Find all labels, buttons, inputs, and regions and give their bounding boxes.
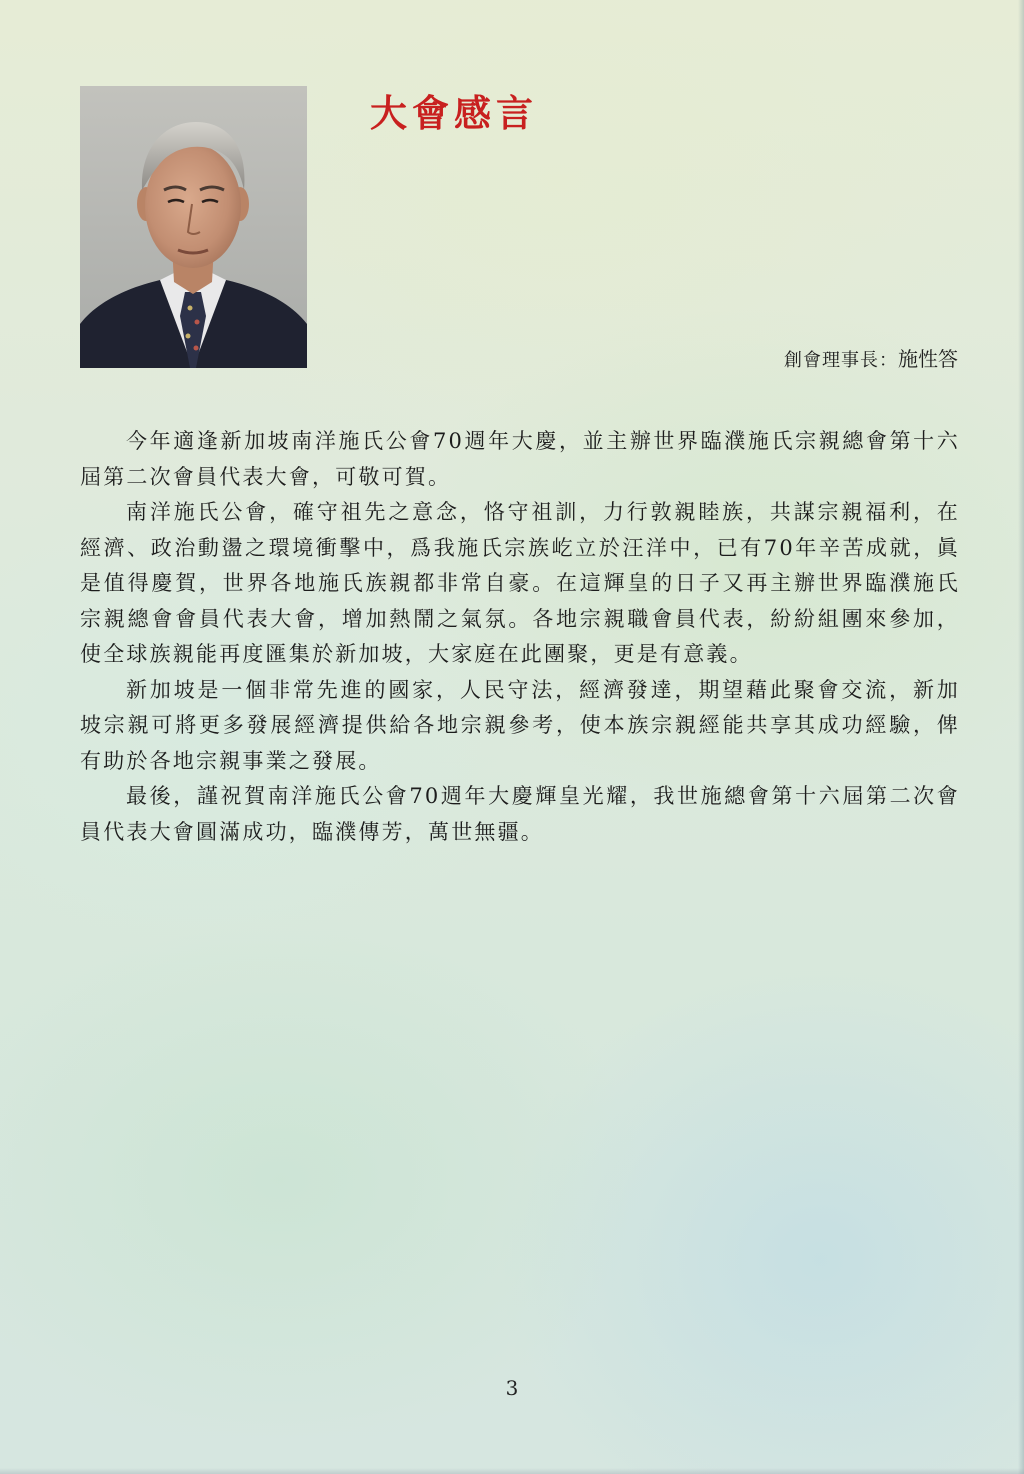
paragraph-4: 最後，謹祝賀南洋施氏公會70週年大慶輝皇光耀，我世施總會第十六屆第二次會員代表大會圓滿成功，臨濮傳芳，萬世無疆。 xyxy=(80,784,960,844)
paragraph-3: 新加坡是一個非常先進的國家，人民守法，經濟發達，期望藉此聚會交流，新加坡宗親可將更多發展經濟提供給各地宗親參考，使本族宗親經能共享其成功經驗，俾有助於各地宗親事業之發展。 xyxy=(80,677,960,773)
page-edge-shadow-right xyxy=(1018,0,1024,1474)
portrait-photo-graphic xyxy=(80,86,307,368)
page-edge-shadow-bottom xyxy=(0,1468,1024,1474)
paragraph-1: 今年適逢新加坡南洋施氏公會70週年大慶，並主辦世界臨濮施氏宗親總會第十六屆第二次會員代表大會，可敬可賀。 xyxy=(80,429,960,489)
page-number: 3 xyxy=(505,1376,519,1400)
author-name: 施性答 xyxy=(898,347,958,371)
author-signature xyxy=(784,346,958,374)
paragraph-2: 南洋施氏公會，確守祖先之意念，恪守祖訓，力行敦親睦族，共謀宗親福利，在經濟、政治動盪之環境衝擊中，爲我施氏宗族屹立於汪洋中，已有70年辛苦成就，眞是值得慶賀，世界各地施氏族親都非常自豪。在這輝皇的日子又再主辦世界臨濮施氏宗親總會會員代表大會，增加熱鬧之氣氛。各地宗親職會員代表，紛紛組團來參加，使全球族親能再度匯集於新加坡，大家庭在此團聚，更是有意義。 xyxy=(80,500,960,666)
portrait-photo xyxy=(80,86,307,368)
author-role: 創會理事長： xyxy=(784,350,898,371)
page-title: 大會感言 xyxy=(370,91,538,135)
speech-body xyxy=(80,424,960,850)
